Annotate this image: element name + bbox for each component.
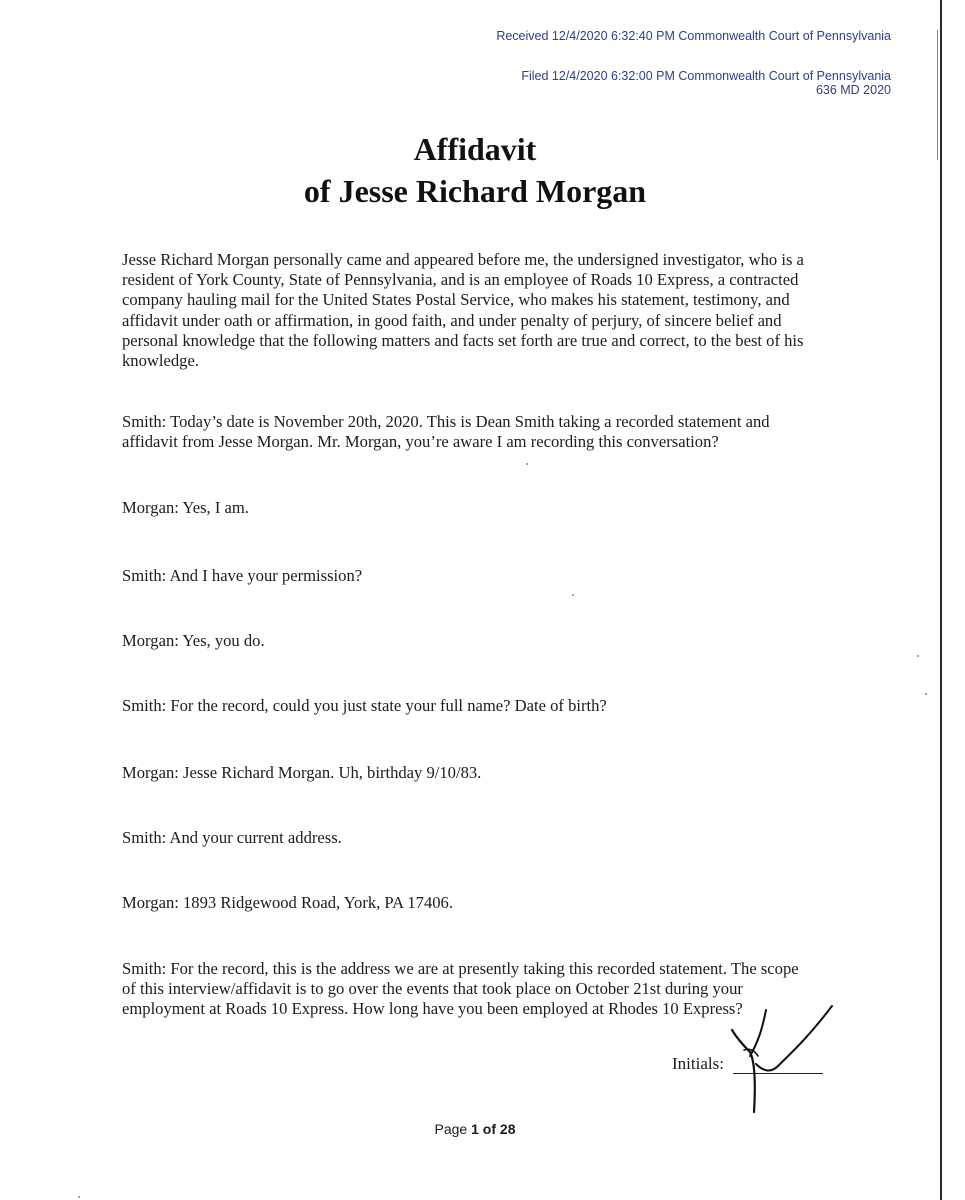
filed-stamp-text: Filed 12/4/2020 6:32:00 PM Commonwealth Court of Pennsylvania [521,69,891,83]
initials-label: Initials: [672,1054,724,1073]
transcript-line: Morgan: Jesse Richard Morgan. Uh, birthday 9/10/83. [122,763,482,782]
page-footer [0,1121,950,1137]
page-total: 28 [499,1121,516,1137]
page-of-word: of [482,1121,497,1137]
transcript-line: Smith: And I have your permission? [122,566,363,585]
scan-speck [925,693,927,695]
handwritten-initials [720,990,840,1120]
transcript-line: Smith: For the record, this is the address we are at presently taking this recorded statement. The scope of this interview/affidavit is to go over the events that took place on October 21st during your employment at Roads 10 Express. How long have you been employed at Rhodes 10 Express? [122,959,799,1019]
received-stamp: Received 12/4/2020 6:32:40 PM Commonwealth Court of Pennsylvania [496,29,891,43]
transcript-line: Morgan: Yes, you do. [122,631,265,650]
document-subtitle: of Jesse Richard Morgan [303,173,647,209]
page-number: 1 [471,1121,479,1137]
transcript-line: Smith: And your current address. [122,828,342,847]
filed-stamp [521,69,891,97]
page-word: Page [434,1121,468,1137]
transcript-line: Morgan: 1893 Ridgewood Road, York, PA 17406. [122,893,453,912]
scan-speck [917,655,919,657]
transcript-line: Morgan: Yes, I am. [122,498,249,517]
document-title: Affidavit [413,131,537,167]
transcript-line: Smith: For the record, could you just state your full name? Date of birth? [122,696,607,715]
scan-speck [526,463,528,465]
intro-paragraph: Jesse Richard Morgan personally came and appeared before me, the undersigned investigator, who is a resident of York County, State of Pennsylvania, and is an employee of Roads 10 Express, a contracted company hauling mail for the United States Postal Service, who makes his statement, testimony, and affidavit under oath or affirmation, in good faith, and under penalty of perjury, of sincere belief and personal knowledge that the following matters and facts set forth are true and correct, to the best of his knowledge. [122,250,804,371]
scan-speck [572,594,574,596]
scan-speck [78,1196,80,1198]
docket-number: 636 MD 2020 [815,83,891,97]
transcript-line: Smith: Today’s date is November 20th, 2020. This is Dean Smith taking a recorded statement and affidavit from Jesse Morgan. Mr. Morgan, you’re aware I am recording this conversation? [122,412,770,452]
